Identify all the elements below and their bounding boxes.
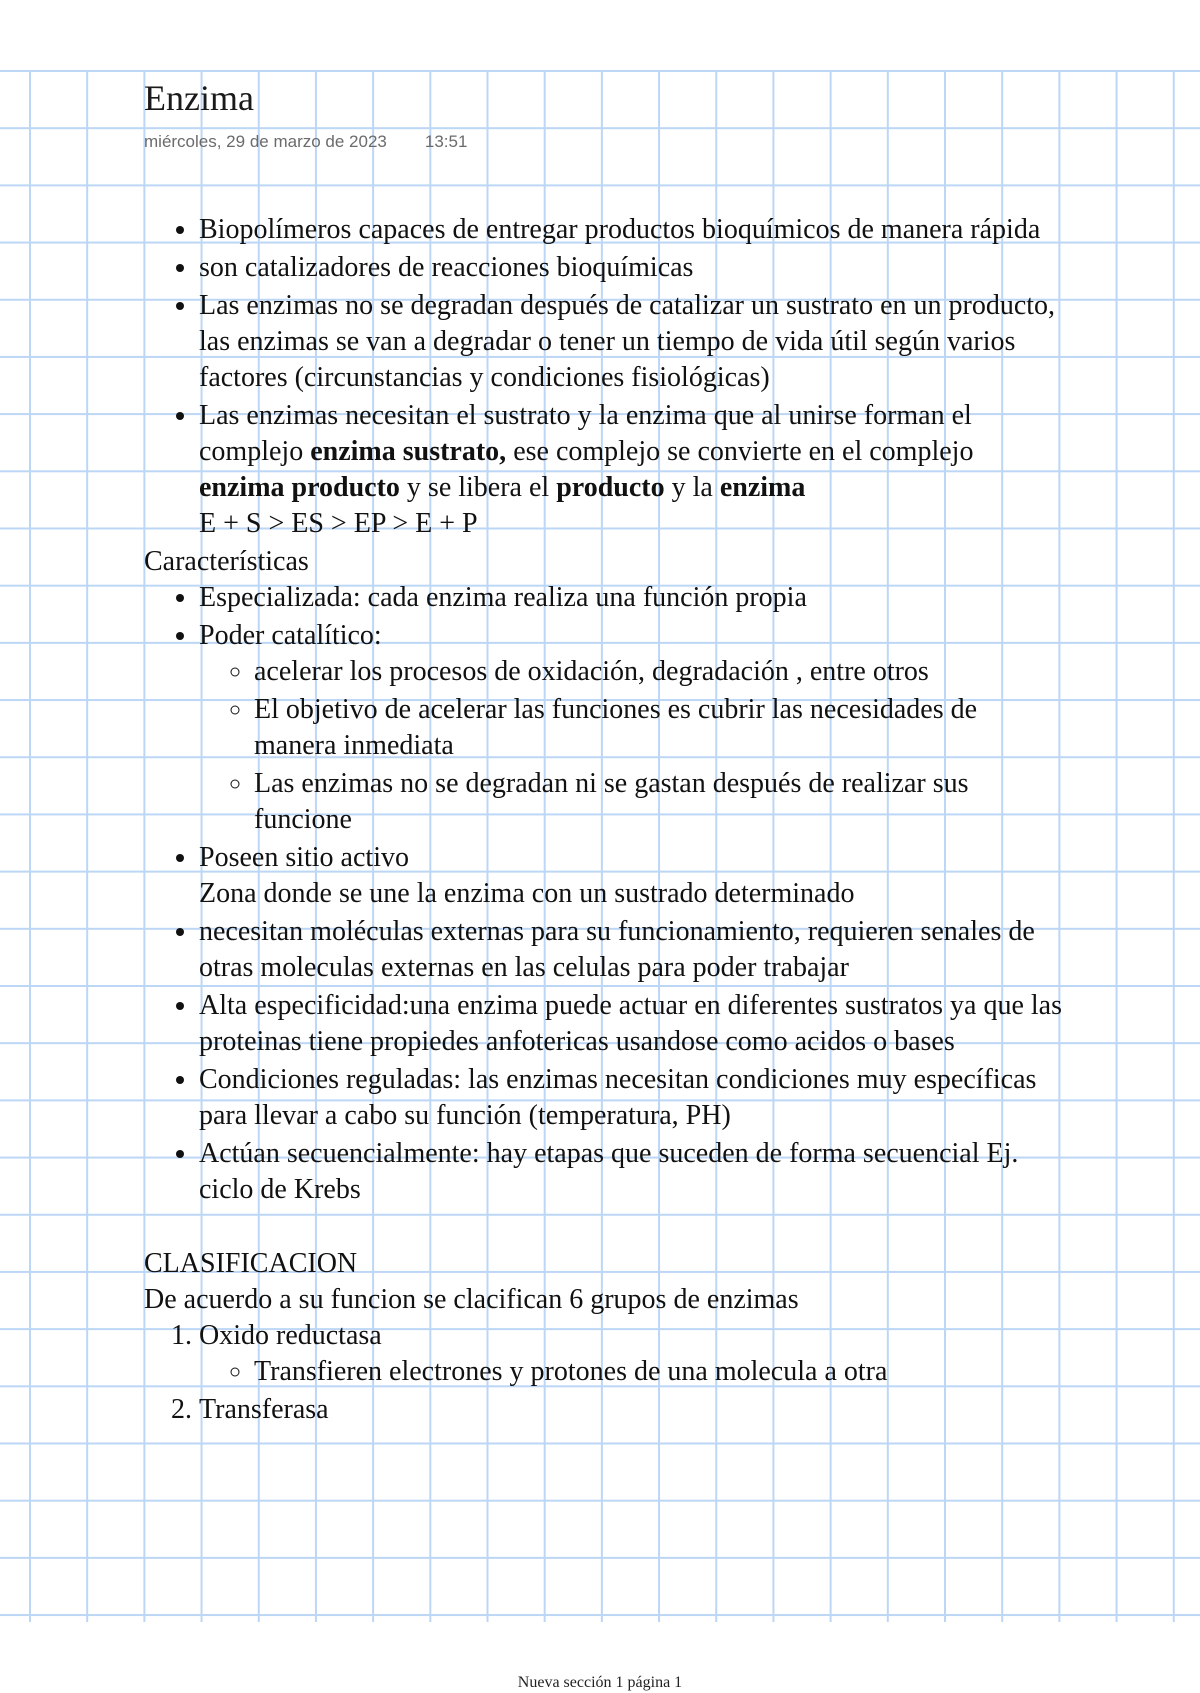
sub-list-item: ◦ Transfieren electrones y protones de una molecula a otra (254, 1354, 1064, 1390)
intro-list (144, 212, 1064, 542)
list-item: • Las enzimas no se degradan después de catalizar un sustrato en un producto, las enzimas se van a degradar o tener un tiempo de vida útil según varios factores (circunstancias y condiciones fisiológicas) (199, 288, 1064, 396)
complex-text-3: y se libera el (399, 472, 557, 503)
clasificacion-intro: De acuerdo a su funcion se clacifican 6 grupos de enzimas (144, 1284, 799, 1315)
list-item (199, 618, 1064, 838)
list-item: • necesitan moléculas externas para su funcionamiento, requieren senales de otras moleculas externas en las celulas para poder trabajar (199, 914, 1064, 986)
note-time: 13:51 (424, 132, 468, 151)
list-item: • son catalizadores de reacciones bioquímicas (199, 250, 1064, 286)
list-item-complex (199, 398, 1064, 542)
poder-label: Poder catalítico: (199, 620, 382, 651)
note-timestamp (144, 124, 1064, 151)
list-item: • Actúan secuencialmente: hay etapas que suceden de forma secuencial Ej. ciclo de Krebs (199, 1136, 1064, 1208)
complex-bold-2: enzima producto (199, 472, 400, 503)
clasificacion-heading: CLASIFICACION (144, 1248, 358, 1279)
complex-bold-1: enzima sustrato, (310, 436, 507, 467)
list-item: • Biopolímeros capaces de entregar productos bioquímicos de manera rápida (199, 212, 1064, 248)
note-content (144, 76, 1064, 1430)
clasificacion-item-1: Oxido reductasa (199, 1320, 382, 1351)
list-item: 2. Transferasa (199, 1392, 1064, 1428)
complex-bold-3: producto (556, 472, 665, 503)
sitio-label: Poseen sitio activo (199, 842, 409, 873)
caracteristicas-list (144, 580, 1064, 1208)
sub-list-item: ◦ Las enzimas no se degradan ni se gastan después de realizar sus funcione (254, 766, 1064, 838)
complex-bold-4: enzima (719, 472, 806, 503)
caracteristicas-heading: Características (144, 546, 309, 577)
list-item: • Alta especificidad:una enzima puede actuar en diferentes sustratos ya que las proteinas tiene propiedes anfotericas usandose como acidos o bases (199, 988, 1064, 1060)
clasificacion-sublist (199, 1354, 1064, 1390)
sitio-desc: Zona donde se une la enzima con un sustrado determinado (199, 878, 855, 909)
list-item (199, 1318, 1064, 1390)
list-item: • Condiciones reguladas: las enzimas necesitan condiciones muy específicas para llevar a cabo su función (temperatura, PH) (199, 1062, 1064, 1134)
clasificacion-list (144, 1318, 1064, 1428)
page-title: Enzima (144, 78, 254, 118)
complex-text-2: ese complejo se convierte en el complejo (506, 436, 974, 467)
list-item: • Especializada: cada enzima realiza una función propia (199, 580, 1064, 616)
poder-sublist (199, 654, 1064, 838)
complex-text-1: Las enzimas necesitan el sustrato y la enzima que al unirse forman el complejo (199, 400, 972, 467)
sub-list-item: ◦ El objetivo de acelerar las funciones es cubrir las necesidades de manera inmediata (254, 692, 1064, 764)
spacer (144, 1210, 1064, 1246)
sub-list-item: ◦ acelerar los procesos de oxidación, degradación , entre otros (254, 654, 1064, 690)
page-footer: Nueva sección 1 página 1 (517, 1674, 683, 1691)
complex-text-4: y la (664, 472, 720, 503)
note-date: miércoles, 29 de marzo de 2023 (144, 132, 387, 151)
reaction-formula: E + S > ES > EP > E + P (199, 508, 478, 539)
list-item (199, 840, 1064, 912)
